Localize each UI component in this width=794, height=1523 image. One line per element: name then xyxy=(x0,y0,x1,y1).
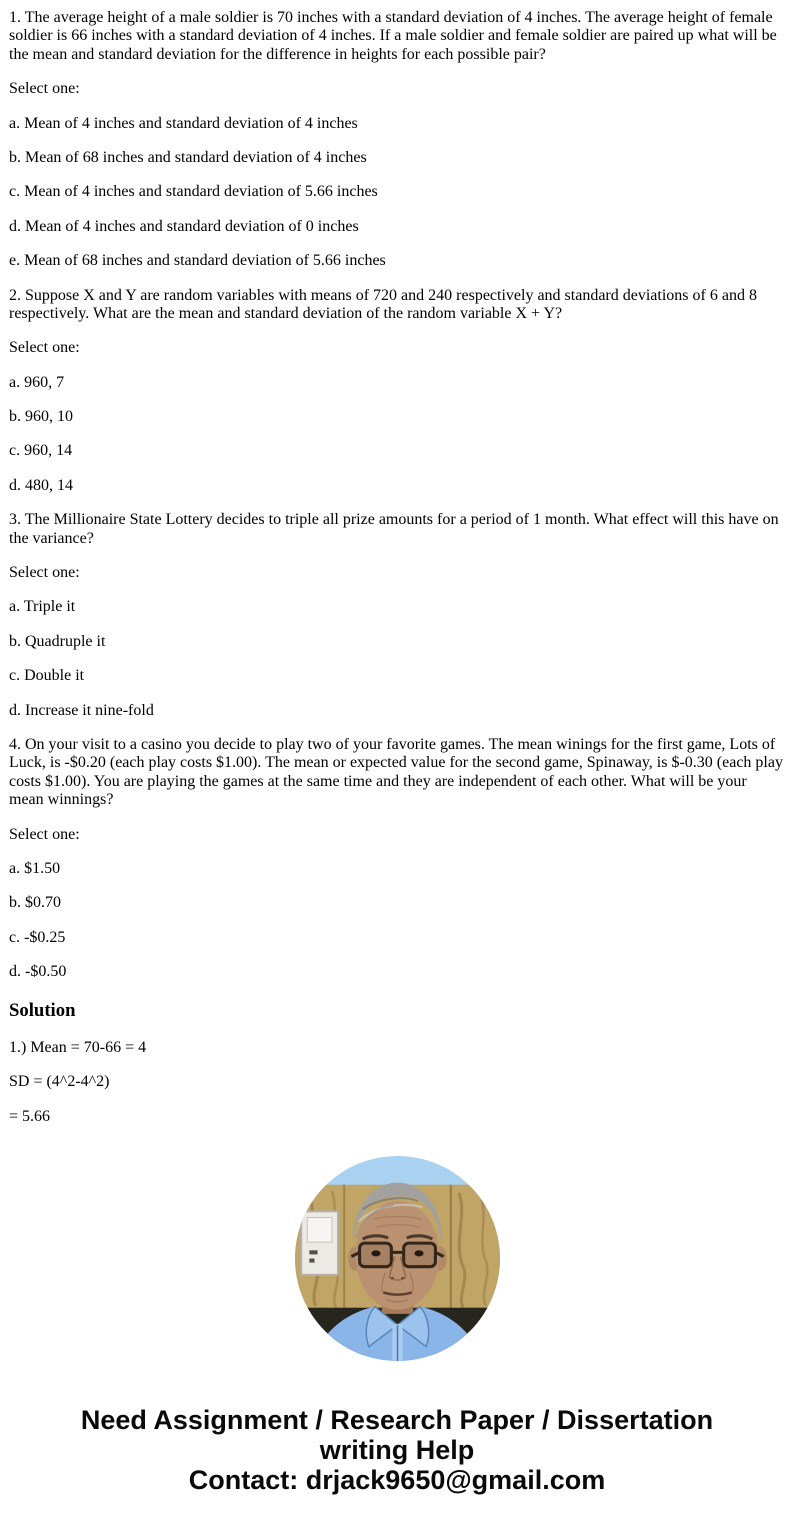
help-banner-line: Need Assignment / Research Paper / Dissertation xyxy=(80,1405,714,1436)
question-text: 1. The average height of a male soldier is 70 inches with a standard deviation of 4 inches. The average height of female soldier is 66 inches with a standard deviation of 4 inches. If a male soldier and female soldier are paired up what will be the mean and standard deviation for the difference in heights for each possible pair? xyxy=(9,9,777,63)
solution-heading: Solution xyxy=(9,999,76,1021)
question-text: 4. On your visit to a casino you decide to play two of your favorite games. The mean winings for the first game, Lots of Luck, is -$0.20 (each play costs $1.00). The mean or expected value for the second game, Spinaway, is $-0.30 (each play costs $1.00). You are playing the games at the same time and they are independent of each other. What will be your mean winnings? xyxy=(9,735,783,809)
question-text: 2. Suppose X and Y are random variables with means of 720 and 240 respectively and standard deviations of 6 and 8 respectively. What are the mean and standard deviation of the random variable X + Y? xyxy=(9,286,757,322)
answer-option: a. $1.50 xyxy=(9,859,61,877)
tutor-photo xyxy=(9,1156,785,1361)
answer-option: b. $0.70 xyxy=(9,894,61,912)
contact-email-line: Contact: drjack9650@gmail.com xyxy=(188,1465,606,1496)
answer-option: b. Mean of 68 inches and standard deviation of 4 inches xyxy=(9,148,367,166)
person-portrait-image xyxy=(295,1156,500,1361)
answer-option: a. Triple it xyxy=(9,598,76,616)
answer-option: c. -$0.25 xyxy=(9,928,66,946)
solution-line: SD = (4^2-4^2) xyxy=(9,1073,110,1091)
answer-option: c. 960, 14 xyxy=(9,442,73,460)
solution-line: = 5.66 xyxy=(9,1107,51,1125)
solution-line: 1.) Mean = 70-66 = 4 xyxy=(9,1039,147,1056)
answer-option: d. -$0.50 xyxy=(9,963,67,981)
select-one-label: Select one: xyxy=(9,80,80,98)
answer-option: b. Quadruple it xyxy=(9,632,106,650)
answer-option: d. Mean of 4 inches and standard deviation of 0 inches xyxy=(9,217,359,235)
answer-option: c. Double it xyxy=(9,667,85,685)
answer-option: b. 960, 10 xyxy=(9,408,73,426)
help-banner-line: writing Help xyxy=(319,1435,475,1466)
select-one-label: Select one: xyxy=(9,339,80,357)
help-banner xyxy=(9,1405,785,1495)
answer-option: d. 480, 14 xyxy=(9,476,73,494)
select-one-label: Select one: xyxy=(9,825,80,843)
question-text: 3. The Millionaire State Lottery decides to triple all prize amounts for a period of 1 month. What effect will this have on the variance? xyxy=(9,511,779,547)
answer-option: a. Mean of 4 inches and standard deviation of 4 inches xyxy=(9,114,358,132)
answer-option: e. Mean of 68 inches and standard deviation of 5.66 inches xyxy=(9,252,386,270)
answer-option: a. 960, 7 xyxy=(9,373,65,391)
answer-option: d. Increase it nine-fold xyxy=(9,701,154,719)
select-one-label: Select one: xyxy=(9,564,80,582)
answer-option: c. Mean of 4 inches and standard deviation of 5.66 inches xyxy=(9,183,378,201)
